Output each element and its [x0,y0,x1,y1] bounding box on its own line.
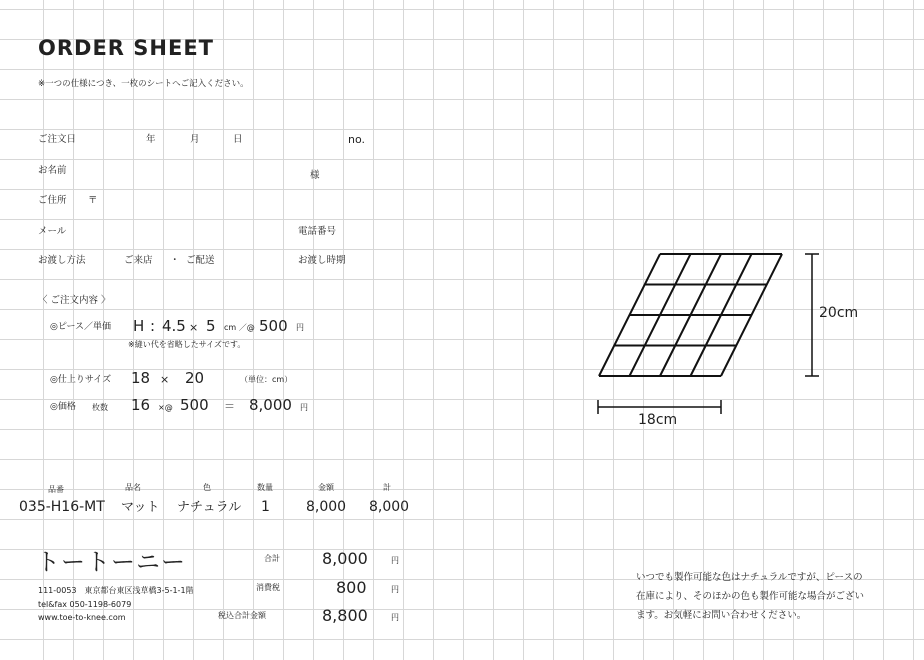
piece-depth: 5 [206,317,216,335]
day-label: 日 [233,134,243,145]
tax-yen: 円 [391,585,399,594]
details-section-label: 〈 ご注文内容 〉 [38,295,111,306]
row-color: ナチュラル [177,500,242,515]
row-qty: 1 [261,499,270,515]
header-amount: 金額 [318,483,334,492]
grand-total-value: 8,800 [322,606,368,625]
height-dimension [805,254,819,376]
honorific-label: 様 [310,170,320,181]
tax-label: 消費税 [256,583,280,592]
row-total: 8,000 [369,499,410,515]
piece-label: ◎ピース／単価 [50,322,112,332]
piece-yen: 円 [296,323,304,332]
diagram-grid [599,254,782,376]
postal-mark: 〒 [88,195,98,206]
year-label: 年 [146,134,156,145]
phone-label: 電話番号 [298,226,337,237]
row-code: 035-H16-MT [19,499,105,515]
details-total: 8,000 [249,396,292,414]
grand-total-yen: 円 [391,613,399,622]
header-color: 色 [203,483,211,492]
piece-count: 16 [131,396,151,414]
brand-logo: トートーニー [36,548,186,576]
piece-h: H [133,317,145,335]
address-label: ご住所 [38,195,67,206]
tax-value: 800 [336,578,367,597]
price-label: ◎価格 [50,402,76,412]
piece-price: 500 [259,317,288,335]
delivery-method-label: お渡し方法 [38,255,86,266]
footer-note-line-1: いつでも製作可能な色はナチュラルですが、ピースの [636,572,863,583]
seam-note: ※縫い代を省略したサイズです。 [128,340,246,349]
header-qty: 数量 [257,483,273,492]
finished-times: × [160,373,170,386]
header-total: 計 [383,483,391,492]
notice-text: ※一つの仕様につき、一枚のシートへご記入ください。 [38,79,249,89]
header-name: 品名 [125,483,141,492]
header-code: 品番 [48,485,64,494]
subtotal-label: 合計 [264,554,280,563]
count-label: 枚数 [92,403,108,412]
piece-times: × [189,321,199,334]
subtotal-yen: 円 [391,556,399,565]
brand-address: 111-0053 東京都台東区浅草橋3-5-1-1階 [38,586,194,595]
unit-price: 500 [180,396,209,414]
delivery-time-label: お渡し時期 [298,255,346,266]
details-total-yen: 円 [300,403,308,412]
subtotal-value: 8,000 [322,549,368,568]
count-at: ×@ [158,403,173,412]
month-label: 月 [190,134,200,145]
name-label: お名前 [38,165,67,176]
piece-width: 4.5 [162,317,186,335]
email-label: メール [38,226,67,237]
diagram-width-label: 18cm [638,412,678,428]
finished-size-label: ◎仕上りサイズ [50,375,112,385]
row-amount: 8,000 [306,499,347,515]
finished-width: 18 [131,369,151,387]
delivery-option-store: ご来店 [124,255,153,266]
piece-unit: cm ／@ [224,323,255,332]
delivery-separator: ・ [170,255,180,266]
brand-url[interactable]: www.toe-to-knee.com [38,613,126,622]
grand-total-label: 税込合計金額 [218,611,266,620]
finished-unit: （単位：cm） [240,375,293,384]
page-title: ORDER SHEET [38,36,214,60]
row-name: マット [121,500,160,515]
finished-height: 20 [185,369,205,387]
equals-sign: ＝ [224,400,235,413]
footer-note-line-2: 在庫により、そのほかの色も製作可能な場合がござい [636,591,865,602]
delivery-option-ship: ご配送 [186,255,215,266]
footer-note-line-3: ます。お気軽にお問い合わせください。 [636,610,807,621]
brand-tel: tel&fax 050-1198-6079 [38,600,132,609]
diagram-height-label: 20cm [819,305,859,321]
piece-colon: : [150,317,156,335]
order-date-label: ご注文日 [38,134,77,145]
order-number-label: no. [348,133,366,146]
